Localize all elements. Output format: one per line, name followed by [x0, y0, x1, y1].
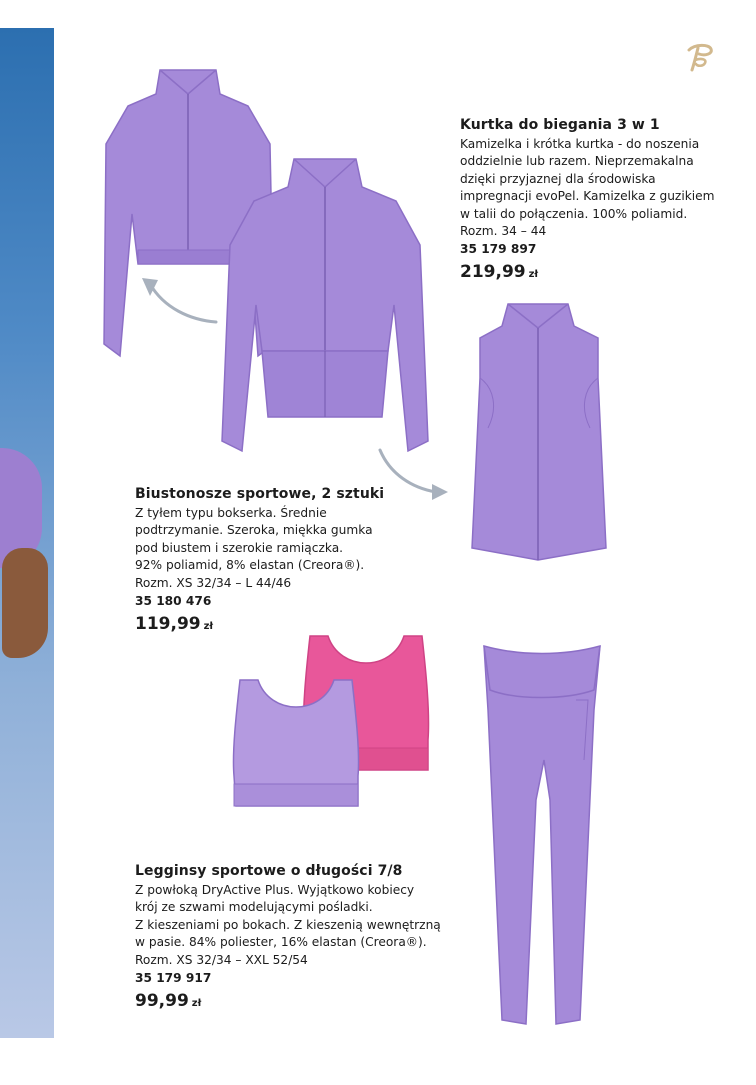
price-value: 99,99 — [135, 991, 189, 1012]
description-line: oddzielnie lub razem. Nieprzemakalna — [460, 154, 694, 169]
product-title: Legginsy sportowe o długości 7/8 — [135, 863, 403, 879]
description-line: Rozm. XS 32/34 – L 44/46 — [135, 575, 292, 590]
product-leggings — [135, 863, 441, 1011]
description-line: krój ze szwami modelującymi pośladki. — [135, 900, 373, 915]
price-value: 219,99 — [460, 262, 526, 283]
vest-image — [464, 298, 614, 563]
description-line: Z tyłem typu bokserka. Średnie — [135, 506, 327, 520]
side-photo-strip — [0, 28, 54, 1038]
price-value: 119,99 — [135, 614, 201, 635]
product-title: Kurtka do biegania 3 w 1 — [460, 117, 660, 133]
description-line: w pasie. 84% poliester, 16% elastan (Creora®). — [135, 935, 427, 950]
description-line: podtrzymanie. Szeroka, miękka gumka — [135, 523, 373, 538]
price-currency: zł — [528, 269, 539, 281]
description-line: impregnacji evoPel. Kamizelka z guzikiem — [460, 189, 715, 204]
hand-detail — [2, 548, 48, 658]
product-code: 35 179 897 — [460, 242, 537, 257]
product-description — [135, 505, 384, 592]
product-jacket — [460, 117, 715, 282]
description-line: Kamizelka i krótka kurtka - do noszenia — [460, 137, 700, 151]
description-line: Rozm. XS 32/34 – XXL 52/54 — [135, 952, 308, 967]
product-description — [460, 136, 715, 240]
description-line: Z kieszeniami po bokach. Z kieszenią wewnętrzną — [135, 917, 441, 932]
description-line: Z powłoką DryActive Plus. Wyjątkowo kobiecy — [135, 883, 415, 897]
lavender-sports-bra-image — [230, 676, 362, 810]
three-in-one-jacket-image — [214, 155, 436, 455]
product-code: 35 179 917 — [135, 971, 212, 986]
product-description — [135, 882, 441, 969]
description-line: pod biustem i szerokie ramiączka. — [135, 540, 344, 555]
product-price — [460, 262, 715, 282]
arrow-right-icon — [374, 444, 452, 504]
product-price — [135, 614, 384, 634]
price-currency: zł — [191, 998, 202, 1010]
leggings-image — [476, 640, 606, 1030]
description-line: w talii do połączenia. 100% poliamid. — [460, 206, 688, 221]
price-currency: zł — [203, 621, 214, 633]
description-line: Rozm. 34 – 44 — [460, 224, 547, 239]
product-sports-bras — [135, 486, 384, 634]
product-price — [135, 991, 441, 1011]
description-line: 92% poliamid, 8% elastan (Creora®). — [135, 558, 365, 573]
description-line: dzięki przyjaznej dla środowiska — [460, 171, 656, 186]
brand-logo-icon — [683, 40, 717, 74]
product-code: 35 180 476 — [135, 594, 212, 609]
arrow-left-icon — [138, 270, 220, 330]
product-title: Biustonosze sportowe, 2 sztuki — [135, 486, 385, 502]
